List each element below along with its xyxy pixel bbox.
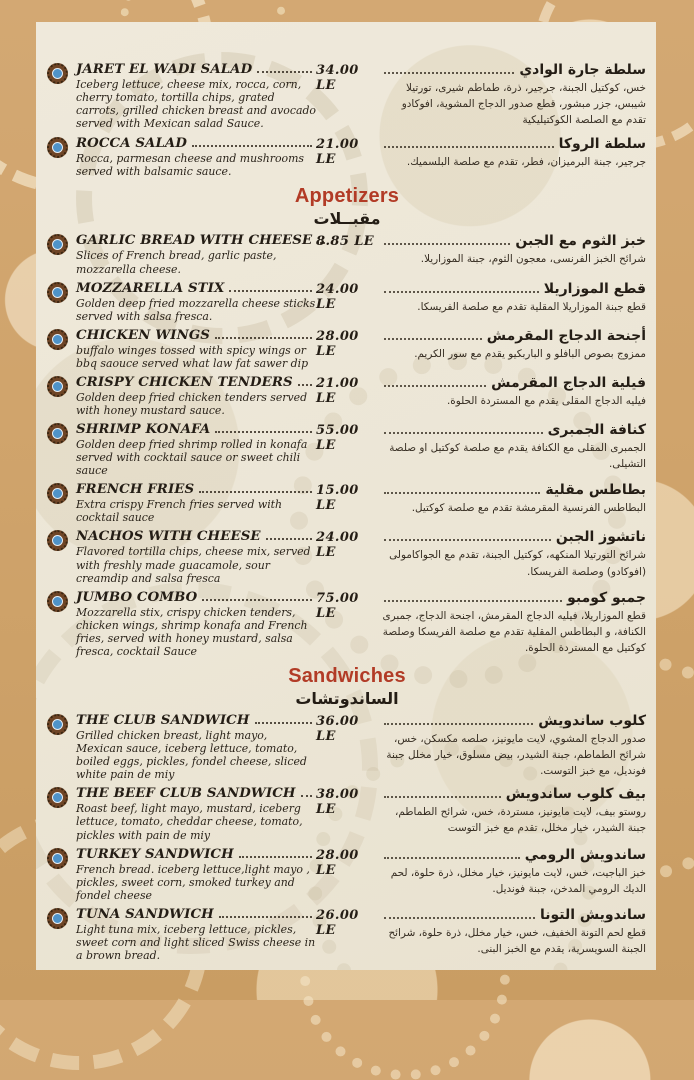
item-desc-ar: قطع لحم التونة الخفيف، خس، خيار مخلل، ذرة حلوة، شرائح الجبنة السويسرية، يقدم مع الخبز البنى. bbox=[388, 926, 646, 955]
dotted-leader bbox=[219, 916, 312, 918]
menu-item-shrimp-konafa bbox=[46, 422, 648, 477]
section-title-ar: مقبــلات bbox=[313, 209, 381, 229]
item-desc-ar: ممزوج بصوص البافلو و الباربكيو يقدم مع سور الكريم. bbox=[414, 347, 646, 360]
item-desc-ar: شرائح الخبز الفرنسى، معجون الثوم، جبنة الموزاريلا. bbox=[420, 253, 646, 266]
brand-seal-icon bbox=[47, 714, 68, 735]
item-name-ar: بيف كلوب ساندويش bbox=[505, 786, 646, 803]
item-arabic-block bbox=[380, 136, 648, 170]
dotted-leader bbox=[298, 384, 312, 386]
brand-seal-icon bbox=[47, 63, 68, 84]
dotted-leader bbox=[384, 723, 533, 725]
item-desc-en: French bread. iceberg lettuce,light mayo , pickles, sweet corn, smoked turkey and fondel cheese bbox=[76, 862, 310, 902]
section-header-appetizers bbox=[46, 185, 648, 228]
brand-seal-icon bbox=[47, 591, 68, 612]
dotted-leader bbox=[384, 917, 535, 919]
brand-seal-core bbox=[52, 853, 63, 864]
menu-item-nachos-with-cheese bbox=[46, 529, 648, 584]
item-name-ar: جمبو كومبو bbox=[567, 589, 646, 606]
item-desc-ar: قطع الموزاريلا، فيليه الدجاج المقرمش، اجنحة الدجاج، جمبرى الكنافة، و البطاطس المقلية تقدم مع صلصة الفريسكا وصلصة كوكتيل مع المستردة الحلوة. bbox=[382, 609, 646, 654]
dotted-leader bbox=[192, 145, 312, 147]
brand-seal-icon bbox=[47, 423, 68, 444]
item-name-en: ROCCA SALAD bbox=[76, 136, 187, 152]
item-price: 21.00 LE bbox=[316, 137, 359, 168]
menu-item-jaret-el-wadi-salad bbox=[46, 62, 648, 130]
item-name-en: THE CLUB SANDWICH bbox=[76, 713, 250, 729]
item-english-block bbox=[76, 62, 316, 130]
brand-seal-icon bbox=[47, 282, 68, 303]
dotted-leader bbox=[384, 492, 540, 494]
dotted-leader bbox=[384, 857, 520, 859]
dotted-leader bbox=[199, 491, 312, 493]
brand-seal-core bbox=[52, 68, 63, 79]
dotted-leader bbox=[301, 795, 312, 797]
brand-seal-core bbox=[52, 287, 63, 298]
brand-seal-core bbox=[52, 596, 63, 607]
brand-seal-core bbox=[52, 428, 63, 439]
brand-seal-core bbox=[52, 239, 63, 250]
dotted-leader bbox=[202, 599, 312, 601]
section-header-sandwiches bbox=[46, 665, 648, 708]
item-price: 55.00 LE bbox=[316, 423, 359, 454]
dotted-leader bbox=[239, 856, 312, 858]
item-price: 8.85 LE bbox=[316, 234, 375, 250]
item-price: 24.00 LE bbox=[316, 281, 359, 312]
item-desc-en: Grilled chicken breast, light mayo, Mexican sauce, iceberg lettuce, tomato, boiled eggs, pickles, fondel cheese, sliced white pain de miy bbox=[76, 729, 307, 782]
menu-item-tuna-sandwich bbox=[46, 907, 648, 962]
item-desc-ar: صدور الدجاج المشوي، لايت مايونيز، صلصه مكسكن، خس، شرائح الطماطم، جبنة الشيدر، بيض مسلوق، خيار مخلل جبنة فونديل، مع خبز التوست. bbox=[386, 733, 646, 778]
dotted-leader bbox=[384, 432, 543, 434]
item-desc-ar: خس، كوكتيل الجبنة، جرجير، ذرة، طماطم شيرى، تورتيلا شيبس، جزر مبشور، قطع صدور الدجاج المشوية، افوكادو تقدم مع الصلصة الكوكتيليكية bbox=[401, 82, 646, 127]
dotted-leader bbox=[215, 337, 312, 339]
item-desc-ar: خبز الباجيت، خس، لايت مايونيز، خيار مخلل، ذرة حلوة، لحم الديك الرومي المدخن، جبنة فونديل. bbox=[390, 866, 646, 895]
menu-item-mozzarella-stix bbox=[46, 281, 648, 323]
item-name-en: TURKEY SANDWICH bbox=[76, 846, 234, 862]
brand-seal-icon bbox=[47, 530, 68, 551]
item-name-en: MOZZARELLA STIX bbox=[76, 280, 225, 296]
item-name-ar: أجنحة الدجاج المقرمش bbox=[486, 327, 646, 344]
item-name-ar: سلطة الروكا bbox=[558, 136, 646, 153]
dotted-leader bbox=[215, 431, 312, 433]
brand-seal-icon bbox=[47, 483, 68, 504]
brand-seal-core bbox=[52, 913, 63, 924]
item-english-block bbox=[76, 136, 316, 178]
item-name-en: TUNA SANDWICH bbox=[76, 906, 214, 922]
item-name-ar: بطاطس مقلية bbox=[545, 482, 646, 499]
dotted-leader bbox=[384, 385, 486, 387]
item-desc-en: Golden deep fried shrimp rolled in konafa served with cocktail sauce or sweet chili sauce bbox=[76, 438, 308, 478]
item-arabic-block bbox=[380, 62, 648, 128]
item-desc-ar: فيليه الدجاج المقلى يقدم مع المستردة الحلوة. bbox=[447, 394, 646, 407]
item-price: 21.00 LE bbox=[316, 375, 359, 406]
item-name-ar: سلطة جارة الوادي bbox=[519, 62, 646, 78]
item-name-ar: خبز الثوم مع الجبن bbox=[515, 233, 646, 250]
dotted-leader bbox=[384, 72, 514, 74]
item-desc-en: Golden deep fried mozzarella cheese sticks served with salsa fresca. bbox=[76, 296, 316, 323]
item-price: 26.00 LE bbox=[316, 907, 359, 938]
dotted-leader bbox=[257, 71, 312, 73]
brand-seal-icon bbox=[47, 329, 68, 350]
item-name-ar: كلوب ساندويش bbox=[538, 713, 646, 730]
brand-seal-icon bbox=[47, 376, 68, 397]
menu-item-chicken-wings bbox=[46, 328, 648, 370]
brand-seal-icon bbox=[47, 848, 68, 869]
menu-panel bbox=[36, 22, 656, 970]
brand-seal-core bbox=[52, 719, 63, 730]
item-desc-ar: الجمبرى المقلى مع الكنافة يقدم مع صلصة كوكتيل او صلصة التشيلى. bbox=[389, 442, 646, 471]
item-price: 34.00 LE bbox=[316, 63, 359, 93]
item-price: 36.00 LE bbox=[316, 714, 359, 745]
item-desc-ar: شرائح التورتيلا المنكهه، كوكتيل الجبنة، تقدم مع الجواكامولى (افوكادو) وصلصة الفريسكا. bbox=[389, 549, 646, 578]
menu-item-turkey-sandwich bbox=[46, 847, 648, 902]
brand-seal-icon bbox=[47, 787, 68, 808]
brand-seal-core bbox=[52, 381, 63, 392]
menu-item-beef-club-sandwich bbox=[46, 786, 648, 841]
dotted-leader bbox=[229, 290, 312, 292]
item-name-en: JUMBO COMBO bbox=[76, 589, 198, 605]
brand-seal-icon bbox=[47, 137, 68, 158]
dotted-leader bbox=[384, 146, 554, 148]
dotted-leader bbox=[384, 243, 510, 245]
item-desc-en: Mozzarella stix, crispy chicken tenders, chicken wings, shrimp konafa and French fries, served with honey mustard, salsa fresca, cocktail Sauce bbox=[76, 605, 308, 658]
item-desc-ar: روستو بيف، لايت مايونيز، مستردة، خس، شرائح الطماطم، جبنة الشيدر، خيار مخلل، تقدم مع خبز التوست bbox=[395, 806, 646, 835]
dotted-leader bbox=[384, 539, 551, 541]
item-name-en: THE BEEF CLUB SANDWICH bbox=[76, 786, 296, 802]
item-price: 24.00 LE bbox=[316, 530, 359, 561]
item-name-en: SHRIMP KONAFA bbox=[76, 422, 211, 438]
brand-seal-core bbox=[52, 792, 63, 803]
brand-seal-core bbox=[52, 334, 63, 345]
menu-content bbox=[46, 62, 648, 962]
item-desc-en: Iceberg lettuce, cheese mix, rocca, corn, cherry tomato, tortilla chips, grated carrots, grilled chicken breast and avocado served with Mexican salad Sauce. bbox=[76, 78, 316, 131]
item-desc-ar: جرجير، جبنة البرميزان، فطر، تقدم مع صلصة البلسميك. bbox=[406, 156, 646, 169]
item-name-ar: كنافة الجمبرى bbox=[547, 422, 646, 439]
menu-item-crispy-chicken-tenders bbox=[46, 375, 648, 417]
item-price: 38.00 LE bbox=[316, 787, 359, 818]
brand-seal-icon bbox=[47, 234, 68, 255]
section-title-en: Appetizers bbox=[294, 185, 400, 208]
item-desc-en: Rocca, parmesan cheese and mushrooms served with balsamic sauce. bbox=[76, 152, 304, 179]
item-desc-en: Flavored tortilla chips, cheese mix, served with freshly made guacamole, sour creamdip and salsa fresca bbox=[76, 545, 311, 585]
item-price: 15.00 LE bbox=[316, 483, 359, 514]
section-title-ar: الساندوتشات bbox=[295, 689, 399, 709]
item-desc-en: Extra crispy French fries served with cocktail sauce bbox=[76, 498, 283, 525]
menu-item-jumbo-combo bbox=[46, 590, 648, 658]
item-desc-en: Light tuna mix, iceberg lettuce, pickles, sweet corn and light sliced Swiss cheese in a brown bread. bbox=[76, 922, 316, 962]
item-name-en: GARLIC BREAD WITH CHEESE bbox=[76, 233, 313, 249]
brand-seal-core bbox=[52, 535, 63, 546]
dotted-leader bbox=[384, 796, 501, 798]
item-desc-ar: البطاطس الفرنسية المقرمشة تقدم مع صلصة كوكتيل. bbox=[411, 502, 646, 515]
menu-item-club-sandwich bbox=[46, 713, 648, 781]
item-name-ar: قطع الموزاريلا bbox=[543, 280, 646, 297]
dotted-leader bbox=[255, 722, 313, 724]
item-name-en: NACHOS WITH CHEESE bbox=[76, 529, 261, 545]
brand-seal-core bbox=[52, 488, 63, 499]
menu-item-rocca-salad bbox=[46, 136, 648, 178]
item-name-en: CHICKEN WINGS bbox=[76, 327, 210, 343]
dotted-leader bbox=[266, 538, 312, 540]
item-desc-en: Roast beef, light mayo, mustard, iceberg lettuce, tomato, cheddar cheese, tomato, pickles with pain de miy bbox=[76, 802, 303, 842]
item-desc-en: Golden deep fried chicken tenders served with honey mustard sauce. bbox=[76, 390, 308, 418]
item-name-ar: ساندويش التونا bbox=[539, 906, 646, 923]
brand-seal-icon bbox=[47, 908, 68, 929]
item-name-en: CRISPY CHICKEN TENDERS bbox=[76, 374, 293, 390]
dotted-leader bbox=[384, 338, 482, 340]
item-name-ar: ساندويش الرومي bbox=[524, 846, 646, 863]
item-name-en: FRENCH FRIES bbox=[76, 482, 195, 498]
item-name-ar: فيلية الدجاج المقرمش bbox=[491, 374, 646, 391]
item-desc-en: buffalo winges tossed with spicy wings or bbq saouce served what law fat sawer dip bbox=[76, 343, 309, 370]
dotted-leader bbox=[384, 291, 539, 293]
item-price: 28.00 LE bbox=[316, 847, 359, 878]
menu-item-garlic-bread bbox=[46, 233, 648, 275]
item-desc-ar: قطع جبنة الموزاريلا المقلية تقدم مع صلصة الفريسكا. bbox=[417, 300, 646, 313]
section-title-en: Sandwiches bbox=[288, 665, 406, 688]
item-name-en: JARET EL WADI SALAD bbox=[76, 62, 253, 77]
brand-seal-core bbox=[52, 142, 63, 153]
item-name-ar: ناتشوز الجبن bbox=[555, 529, 646, 546]
item-desc-en: Slices of French bread, garlic paste, mozzarella cheese. bbox=[76, 249, 277, 276]
menu-item-french-fries bbox=[46, 482, 648, 524]
item-price: 75.00 LE bbox=[316, 590, 359, 621]
item-price: 28.00 LE bbox=[316, 328, 359, 359]
dotted-leader bbox=[384, 600, 562, 602]
